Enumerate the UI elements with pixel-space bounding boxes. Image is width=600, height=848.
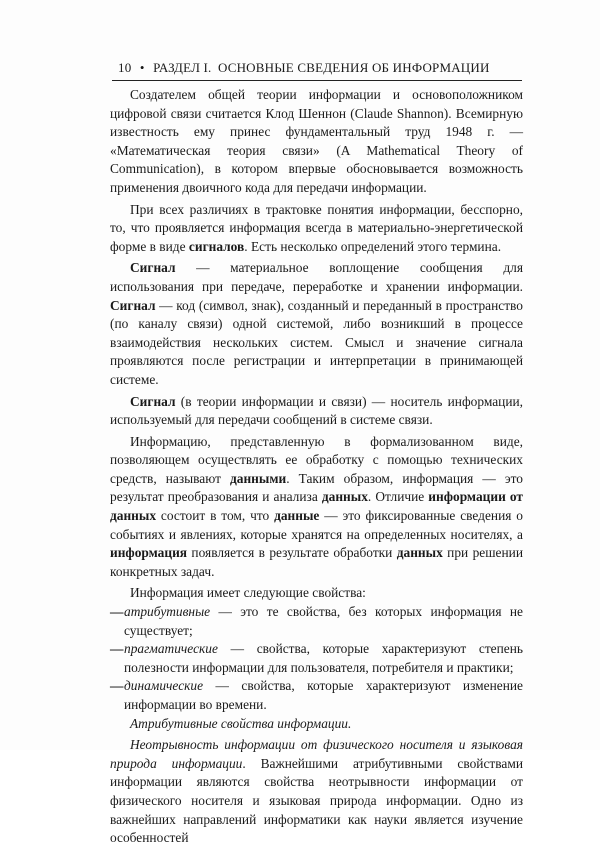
term-signal: Сигнал xyxy=(110,297,156,313)
text-fragment: Информацию, представленную в формализованном виде, позволяющем осуществлять ее обработку с помощью технических средств, называют xyxy=(110,433,523,486)
paragraph-properties-intro xyxy=(110,584,523,603)
subheading-attributive xyxy=(110,715,523,734)
list-item xyxy=(110,640,523,677)
text-fragment: . Отличие xyxy=(367,489,429,505)
page-body xyxy=(110,86,523,848)
text-fragment: Информация имеет следующие свойства: xyxy=(130,585,366,601)
paragraph-shannon xyxy=(110,86,523,198)
header-rule xyxy=(112,80,522,81)
paragraph-shannon-text: Создателем общей теории информации и основоположником цифровой связи считается Клод Шеннон (Claude Shannon). Всемирную известность ему принес фундаментальный труд 1948 г. — «Математическая теория связи» (A Mathematical Theory of Communication), в котором впервые обосновывается возможность применения двоичного кода для передачи информации. xyxy=(110,87,523,195)
paragraph-signals-intro xyxy=(110,201,523,257)
text-fragment: состоит в том, что xyxy=(156,508,275,524)
header-title: ОСНОВНЫЕ СВЕДЕНИЯ ОБ ИНФОРМАЦИИ xyxy=(217,60,490,75)
text-fragment: при решении конкретных задач. xyxy=(110,545,523,579)
property-description: — свойства, которые характеризуют изменение информации во времени. xyxy=(124,678,523,712)
italic-lead: Неотрывность информации от физического носителя и языковая природа информации xyxy=(110,737,523,771)
paragraph-signal-definition-2 xyxy=(110,393,523,430)
term-signal: Сигнал xyxy=(130,260,176,276)
properties-list xyxy=(110,603,523,715)
term-signals: сигналов xyxy=(188,238,245,254)
property-description: — это те свойства, без которых информация не существует; xyxy=(124,604,523,638)
text-fragment: — материальное воплощение сообщения для использования при передаче, переработке и хранении информации. xyxy=(110,260,523,294)
term-data: данных xyxy=(321,489,368,505)
property-name: динамические xyxy=(124,678,204,694)
text-fragment: появляется в результате обработки xyxy=(187,545,397,561)
term-data: данных xyxy=(396,545,443,561)
header-bullet: • xyxy=(139,60,145,75)
term-information: информация xyxy=(110,545,188,561)
term-signal: Сигнал xyxy=(130,393,176,409)
paragraph-inseparability xyxy=(110,736,523,848)
property-description: — свойства, которые характеризуют степень полезности информации для пользователя, потребителя и практики; xyxy=(124,641,523,675)
text-fragment: . Важнейшими атрибутивными свойствами информации являются свойства неотрывности информации от физического носителя и языковая природа информации. Одно из важнейших направлений информатики как науки является изучение особенностей xyxy=(110,755,523,846)
text-fragment: . Таким образом, информация — это результат преобразования и анализа xyxy=(110,470,523,505)
text-fragment: — это фиксированные сведения о событиях и явлениях, которые хранятся на определенных носителях, а xyxy=(110,508,523,542)
dash-bullet: — xyxy=(110,641,124,657)
subheading-text: Атрибутивные свойства информации. xyxy=(130,715,352,731)
list-item xyxy=(110,677,523,714)
term-data: данные xyxy=(274,508,320,524)
paragraph-data xyxy=(110,433,523,582)
dash-bullet: — xyxy=(110,604,124,620)
header-section: РАЗДЕЛ I. xyxy=(153,60,212,75)
text-fragment: — код (символ, знак), созданный и переданный в пространство (по каналу связи) одной системой, либо возникший в процессе взаимодействия нескольких систем. Смысл и значение сигнала проявляются после регистрации и интерпретации в принимающей системе. xyxy=(110,297,523,387)
dash-bullet: — xyxy=(110,678,124,694)
paragraph-signal-definition-1 xyxy=(110,259,523,389)
text-fragment: . Есть несколько определений этого термина. xyxy=(244,238,502,254)
property-name: прагматические xyxy=(124,641,218,657)
text-fragment: (в теории информации и связи) — носитель информации, используемый для передачи сообщений в системе связи. xyxy=(110,393,523,428)
text-fragment: При всех различиях в трактовке понятия информации, бесспорно, то, что проявляется информация всегда в материально-энергетической форме в виде xyxy=(110,201,523,254)
term-info-vs-data: информации от данных xyxy=(110,489,523,524)
running-header xyxy=(118,60,518,76)
list-item xyxy=(110,603,523,640)
page-number: 10 xyxy=(118,60,132,75)
property-name: атрибутивные xyxy=(124,604,211,620)
term-data: данными xyxy=(230,470,287,486)
